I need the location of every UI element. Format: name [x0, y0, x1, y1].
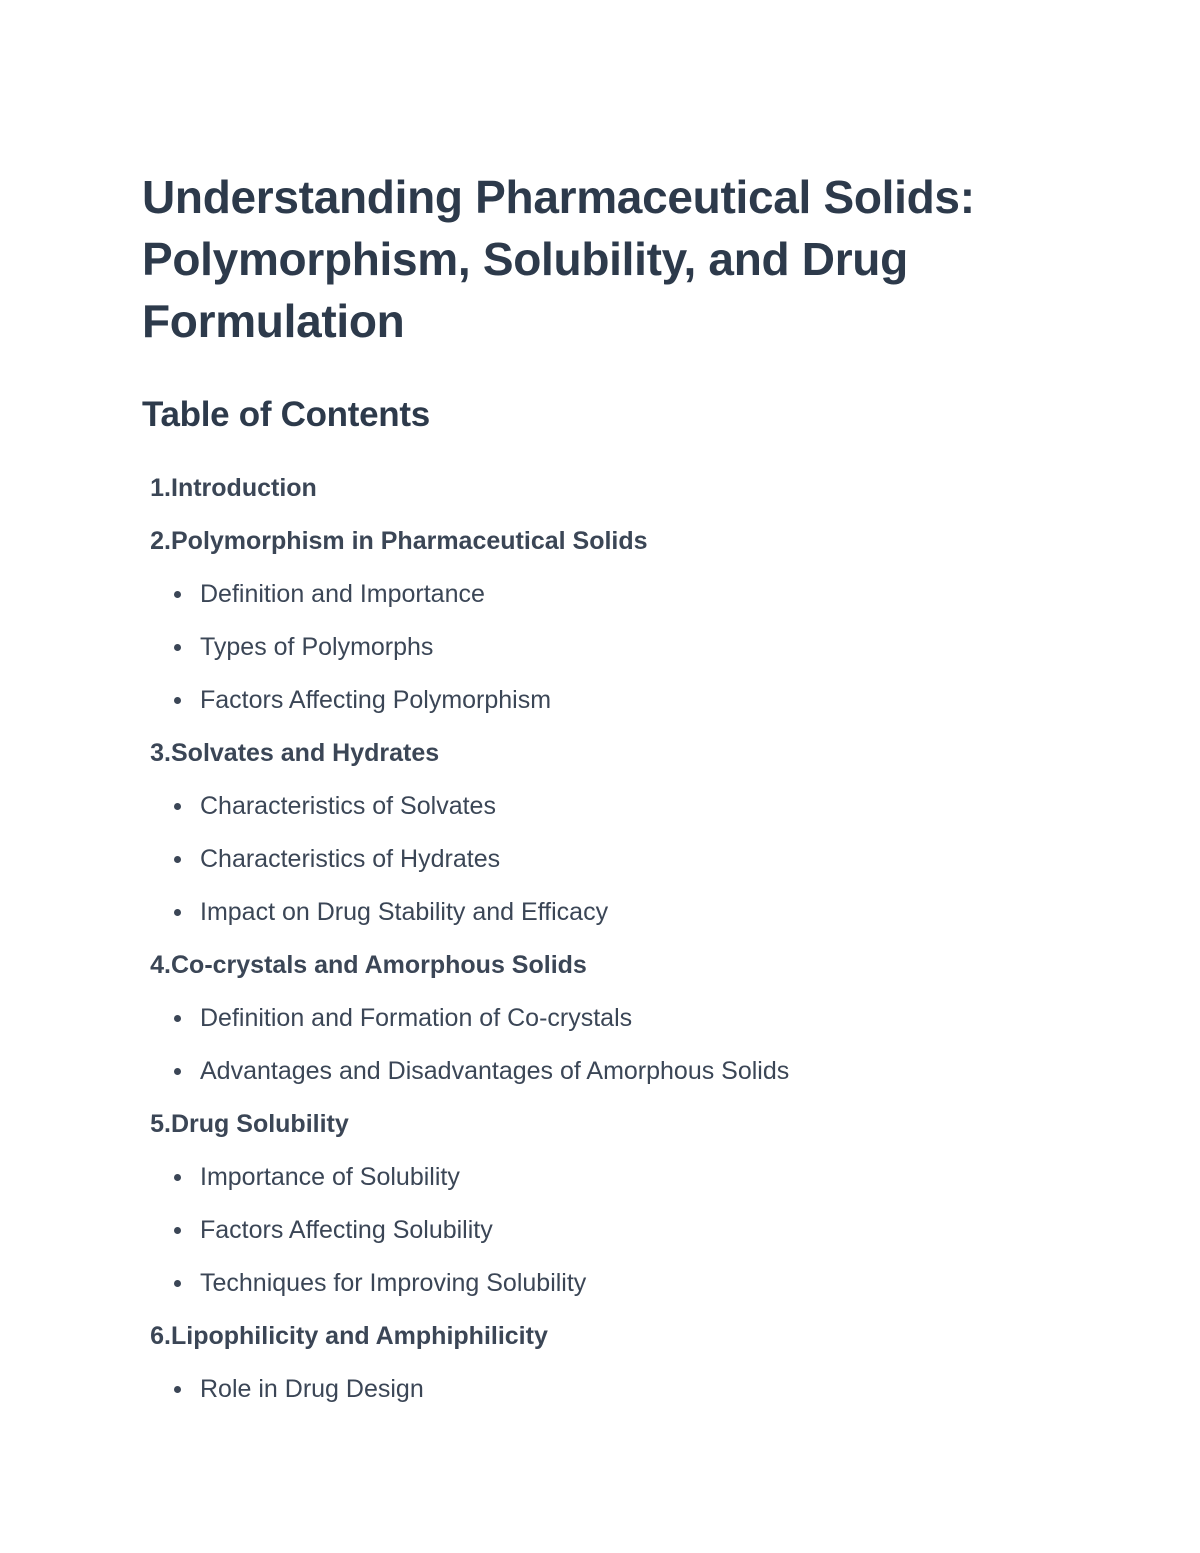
title-line-1: Understanding Pharmaceutical Solids: — [142, 171, 975, 223]
table-of-contents — [142, 462, 1062, 1416]
toc-subitem[interactable] — [142, 833, 1062, 886]
bullet-icon — [174, 1227, 181, 1234]
section-number: 2. — [150, 527, 171, 555]
section-number: 1. — [150, 474, 171, 502]
section-label: Lipophilicity and Amphiphilicity — [171, 1322, 548, 1350]
toc-subitem[interactable] — [142, 886, 1062, 939]
bullet-icon — [174, 909, 181, 916]
toc-subitem[interactable] — [142, 780, 1062, 833]
toc-section-row[interactable] — [142, 462, 1062, 515]
section-number: 3. — [150, 739, 171, 767]
subitem-label: Importance of Solubility — [200, 1163, 460, 1191]
section-label: Introduction — [171, 474, 317, 502]
subitem-label: Types of Polymorphs — [200, 633, 434, 661]
toc-section-row[interactable] — [142, 727, 1062, 780]
toc-subitem[interactable] — [142, 1204, 1062, 1257]
bullet-icon — [174, 1280, 181, 1287]
section-number: 5. — [150, 1110, 171, 1138]
subitem-label: Characteristics of Solvates — [200, 792, 496, 820]
title-line-2: Polymorphism, Solubility, and Drug — [142, 233, 908, 285]
bullet-icon — [174, 1068, 181, 1075]
toc-subitem[interactable] — [142, 1045, 1062, 1098]
document-page — [142, 166, 1062, 1416]
subitem-label: Definition and Formation of Co-crystals — [200, 1004, 633, 1032]
toc-section-polymorphism — [142, 515, 1062, 727]
toc-subitem[interactable] — [142, 1257, 1062, 1310]
bullet-icon — [174, 856, 181, 863]
bullet-icon — [174, 1386, 181, 1393]
section-label: Co-crystals and Amorphous Solids — [171, 951, 587, 979]
section-label: Polymorphism in Pharmaceutical Solids — [171, 527, 648, 555]
toc-section-row[interactable] — [142, 939, 1062, 992]
toc-subitem[interactable] — [142, 992, 1062, 1045]
toc-section-cocrystals-amorphous — [142, 939, 1062, 1098]
document-title — [142, 166, 1062, 352]
toc-subitem[interactable] — [142, 1151, 1062, 1204]
toc-subitem[interactable] — [142, 1363, 1062, 1416]
toc-subsection-list — [142, 780, 1062, 939]
subitem-label: Advantages and Disadvantages of Amorphous Solids — [200, 1057, 790, 1085]
toc-section-row[interactable] — [142, 1098, 1062, 1151]
section-number: 6. — [150, 1322, 171, 1350]
bullet-icon — [174, 1015, 181, 1022]
toc-heading: Table of Contents — [142, 395, 430, 434]
bullet-icon — [174, 591, 181, 598]
toc-subsection-list — [142, 568, 1062, 727]
subitem-label: Techniques for Improving Solubility — [200, 1269, 587, 1297]
toc-section-row[interactable] — [142, 515, 1062, 568]
toc-section-drug-solubility — [142, 1098, 1062, 1310]
bullet-icon — [174, 644, 181, 651]
title-line-3: Formulation — [142, 295, 405, 347]
toc-subitem[interactable] — [142, 621, 1062, 674]
toc-subitem[interactable] — [142, 568, 1062, 621]
toc-section-lipophilicity — [142, 1310, 1062, 1416]
subitem-label: Impact on Drug Stability and Efficacy — [200, 898, 609, 926]
bullet-icon — [174, 697, 181, 704]
section-label: Solvates and Hydrates — [171, 739, 440, 767]
subitem-label: Factors Affecting Solubility — [200, 1216, 493, 1244]
subitem-label: Role in Drug Design — [200, 1375, 424, 1403]
toc-subsection-list — [142, 992, 1062, 1098]
subitem-label: Factors Affecting Polymorphism — [200, 686, 552, 714]
toc-section-introduction — [142, 462, 1062, 515]
section-number: 4. — [150, 951, 171, 979]
toc-section-solvates-hydrates — [142, 727, 1062, 939]
bullet-icon — [174, 1174, 181, 1181]
subitem-label: Characteristics of Hydrates — [200, 845, 501, 873]
toc-subitem[interactable] — [142, 674, 1062, 727]
section-label: Drug Solubility — [171, 1110, 349, 1138]
toc-subsection-list — [142, 1151, 1062, 1310]
toc-section-row[interactable] — [142, 1310, 1062, 1363]
bullet-icon — [174, 803, 181, 810]
subitem-label: Definition and Importance — [200, 580, 485, 608]
toc-subsection-list — [142, 1363, 1062, 1416]
